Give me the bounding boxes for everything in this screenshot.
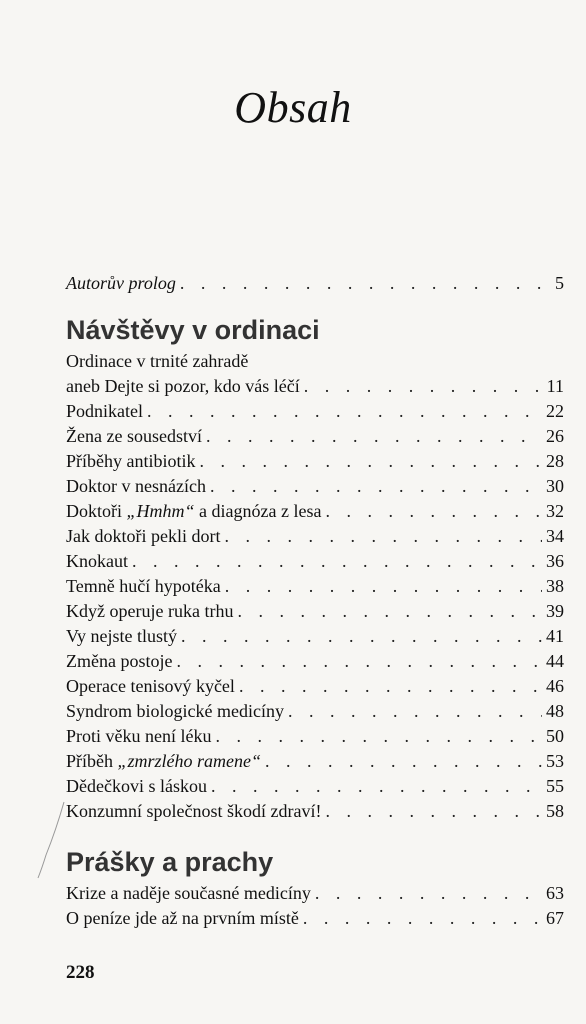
toc-entry <box>66 749 564 774</box>
toc-entry-label: Žena ze sousedství <box>66 426 202 446</box>
dot-leader <box>288 699 542 724</box>
label-italic-part: „Hmhm“ <box>126 501 195 521</box>
dot-leader <box>224 524 542 549</box>
dot-leader <box>176 649 542 674</box>
toc-entry-page: 55 <box>546 776 564 796</box>
toc-entry <box>66 399 564 424</box>
toc-entry-page: 11 <box>546 376 564 396</box>
toc-entry-label: aneb Dejte si pozor, kdo vás léčí <box>66 376 300 396</box>
dot-leader <box>132 549 542 574</box>
toc-entry <box>66 424 564 449</box>
toc-entry-label: Syndrom biologické medicíny <box>66 701 284 721</box>
toc-entry <box>66 906 564 931</box>
toc-entry <box>66 881 564 906</box>
toc-prolog <box>66 271 564 296</box>
dot-leader <box>210 474 542 499</box>
toc-entry-label: Změna postoje <box>66 651 173 671</box>
dot-leader <box>211 774 542 799</box>
toc-entry-label: O peníze jde až na prvním místě <box>66 908 299 928</box>
toc-section-1 <box>66 311 564 824</box>
toc-entry <box>66 699 564 724</box>
toc-entry <box>66 574 564 599</box>
toc-entry-label: Operace tenisový kyčel <box>66 676 235 696</box>
toc-section-2 <box>66 843 564 931</box>
toc-entry-page: 41 <box>546 626 564 646</box>
toc-entry-page: 63 <box>546 883 564 903</box>
toc-entry-label: Podnikatel <box>66 401 143 421</box>
toc-entry-page: 39 <box>546 601 564 621</box>
page-number: 228 <box>66 962 95 983</box>
label-part: Příběh <box>66 751 118 771</box>
toc-entry <box>66 549 564 574</box>
dot-leader <box>225 574 542 599</box>
pencil-mark <box>36 800 66 880</box>
toc-entry-label: Proti věku není léku <box>66 726 212 746</box>
toc-entry <box>66 599 564 624</box>
toc-entry-page: 36 <box>546 551 564 571</box>
dot-leader <box>206 424 542 449</box>
toc-entry-page: 58 <box>546 801 564 821</box>
toc-entry-label: Konzumní společnost škodí zdraví! <box>66 801 322 821</box>
toc-entry-label <box>66 499 321 524</box>
toc-entry-page: 28 <box>546 451 564 471</box>
toc-entry-page: 44 <box>546 651 564 671</box>
toc-entry-label: Jak doktoři pekli dort <box>66 526 221 546</box>
toc-entry <box>66 449 564 474</box>
label-part: a diagnóza z lesa <box>194 501 322 521</box>
toc-entry-page: 67 <box>546 908 564 928</box>
toc-entry-label: Dědečkovi s láskou <box>66 776 207 796</box>
toc-entry <box>66 271 564 296</box>
toc-entry <box>66 774 564 799</box>
toc-entry <box>66 474 564 499</box>
toc-entry-page: 26 <box>546 426 564 446</box>
toc-entry-label: Když operuje ruka trhu <box>66 601 234 621</box>
toc-entry-label: Knokaut <box>66 551 128 571</box>
toc-entry-label: Vy nejste tlustý <box>66 626 177 646</box>
toc-entry-page: 5 <box>555 273 564 293</box>
toc-entry-page: 32 <box>546 501 564 521</box>
toc-entry <box>66 374 564 399</box>
toc-entry-label: Ordinace v trnité zahradě <box>66 351 249 371</box>
dot-leader <box>304 374 543 399</box>
toc-entry <box>66 499 564 524</box>
dot-leader <box>181 624 542 649</box>
dot-leader <box>215 724 542 749</box>
toc-entry-label: Příběhy antibiotik <box>66 451 196 471</box>
dot-leader <box>325 799 542 824</box>
dot-leader <box>265 749 542 774</box>
section-heading: Návštěvy v ordinaci <box>66 315 320 345</box>
dot-leader <box>303 906 542 931</box>
toc-entry <box>66 724 564 749</box>
toc-entry-page: 30 <box>546 476 564 496</box>
toc-entry-label <box>66 749 261 774</box>
section-heading: Prášky a prachy <box>66 847 274 877</box>
dot-leader <box>237 599 542 624</box>
dot-leader <box>239 674 542 699</box>
toc-entry-page: 50 <box>546 726 564 746</box>
label-part: Doktoři <box>66 501 127 521</box>
toc-entry-page: 34 <box>546 526 564 546</box>
dot-leader <box>180 271 551 296</box>
toc-entry <box>66 674 564 699</box>
toc-entry-page: 48 <box>546 701 564 721</box>
toc-entry-page: 53 <box>546 751 564 771</box>
toc-entry <box>66 624 564 649</box>
toc-entry <box>66 524 564 549</box>
dot-leader <box>315 881 542 906</box>
label-italic-part: „zmrzlého ramene“ <box>117 751 262 771</box>
dot-leader <box>325 499 542 524</box>
toc-entry-page: 38 <box>546 576 564 596</box>
toc-entry-label: Temně hučí hypotéka <box>66 576 221 596</box>
toc-entry-page: 22 <box>546 401 564 421</box>
toc-entry-label: Krize a naděje současné medicíny <box>66 883 311 903</box>
toc-entry <box>66 649 564 674</box>
toc-entry-label: Doktor v nesnázích <box>66 476 206 496</box>
page-title: Obsah <box>234 83 352 132</box>
toc-entry <box>66 799 564 824</box>
toc-entry-page: 46 <box>546 676 564 696</box>
dot-leader <box>200 449 543 474</box>
dot-leader <box>147 399 542 424</box>
toc-entry-label: Autorův prolog <box>66 273 176 293</box>
